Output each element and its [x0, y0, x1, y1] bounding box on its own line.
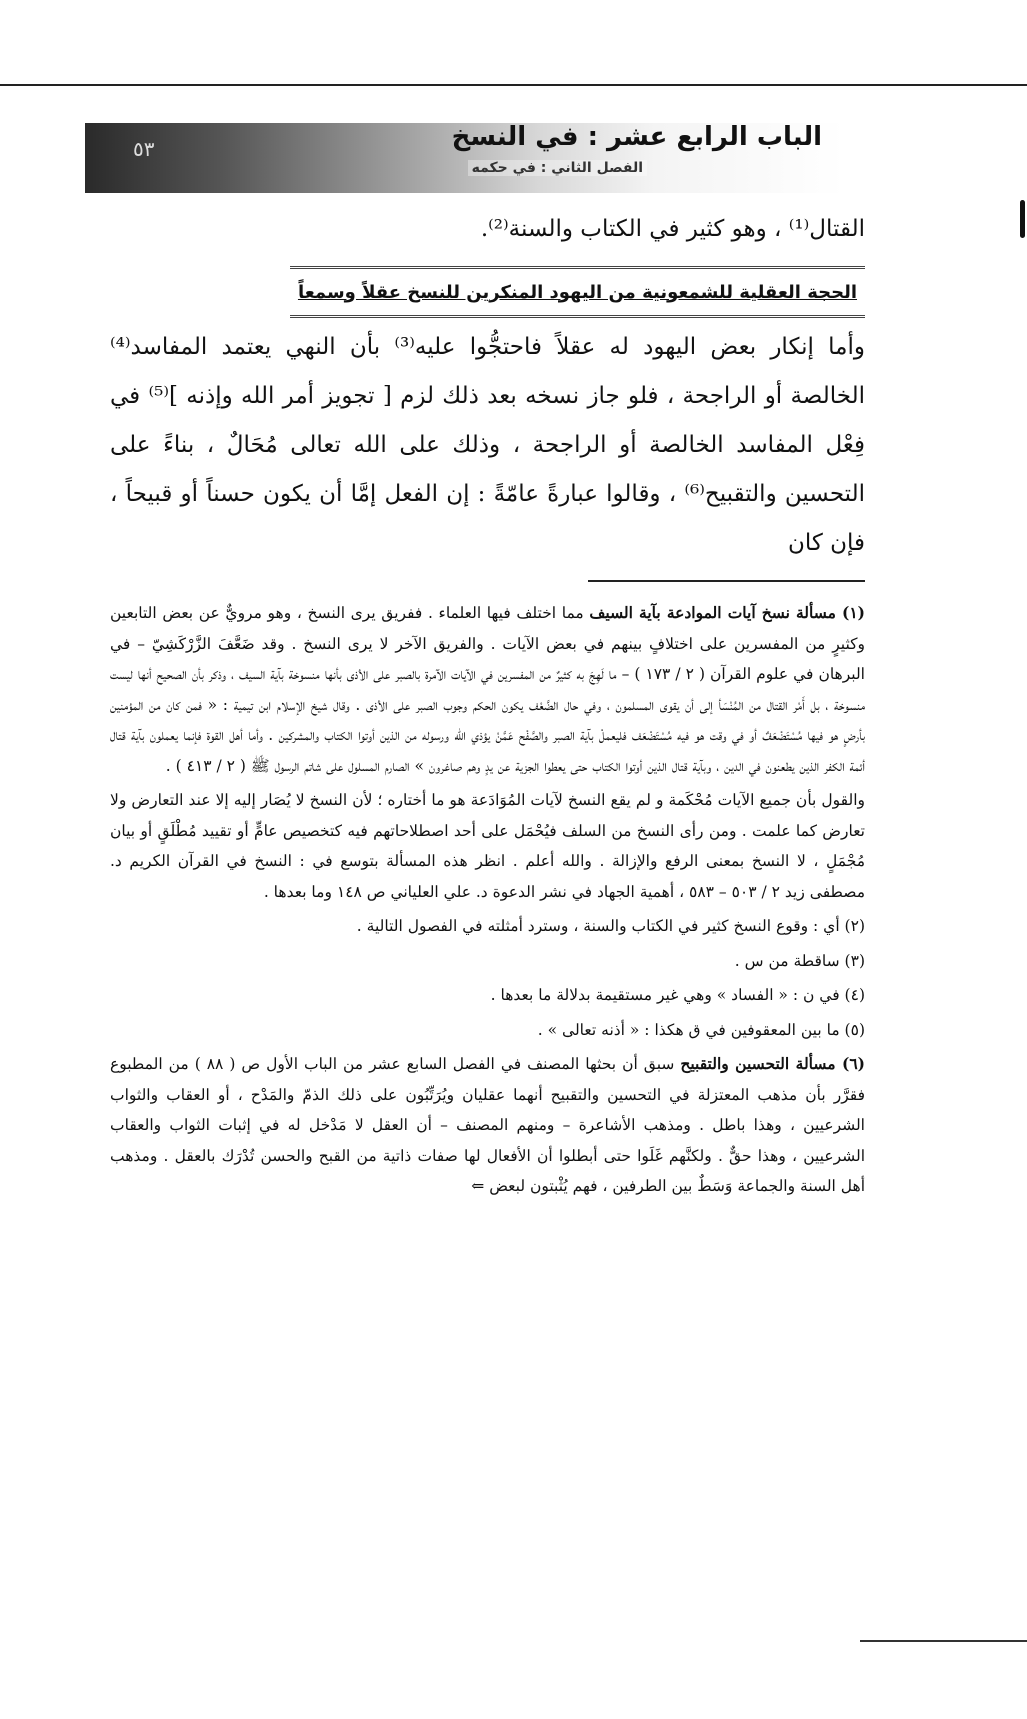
footnote-1-continued: والقول بأن جميع الآيات مُحْكَمة و لم يقع النسخ لآيات المُوَادَعة هو ما أختاره ؛ لأن النسخ لا يُصَار إليه إلا عند التعارض ولا تعارض كما علمت . ومن رأى النسخ من السلف فيُحْمَل على أحد اصطلاحاتهم فيه كتخصيص عامٍّ أو تقييد مُطْلَقٍ أو بيان مُجْمَلٍ ، لا النسخ بمعنى الرفع والإزالة . والله أعلم . انظر هذه المسألة بتوسع في : النسخ في القرآن الكريم د. مصطفى زيد ٢ / ٥٠٣ – ٥٨٣ ، أهمية الجهاد في نشر الدعوة د. علي العلياني ص ١٤٨ وما بعدها . [110, 791, 865, 901]
footnote-5: (٥) ما بين المعقوفين في ق هكذا : « أذنه تعالى » . [537, 1020, 865, 1039]
footnote-6-lead: (٦) مسألة التحسين والتقبيح [680, 1054, 865, 1073]
body-line-1: القتال⁽¹⁾ ، وهو كثير في الكتاب والسنة⁽²⁾. [480, 216, 865, 242]
page-number: ٥٣ [133, 137, 155, 161]
footnote-separator [588, 580, 865, 582]
footnote-3: (٣) ساقطة من س . [734, 951, 865, 970]
bottom-rule [860, 1640, 1027, 1642]
footnote-6 [110, 1049, 865, 1202]
footnote-6-text: سبق أن بحثها المصنف في الفصل السابع عشر من الباب الأول ص ( ٨٨ ) من المطبوع فقرَّر بأن مذهب المعتزلة في التحسين والتقبيح أنهما عقليان ويُرَتِّبُون على ذلك الذمّ والمَدْح ، أو العقاب والثواب الشرعيين ، وهذا باطل . ومذهب الأشاعرة – ومنهم المصنف – أن العقل لا مَدْخل له في إثبات الثواب والعقاب الشرعيين ، وهذا حقٌّ . ولكنَّهم غَلَوا حتى أبطلوا أن الأفعال لها صفات ذاتية من القبح والحسن تُدْرَك بالعقل . ومذهب أهل السنة والجماعة وَسَطٌ بين الطرفين ، فهم يُثْبتون لبعض ⇐ [110, 1055, 865, 1195]
sub-heading-box [290, 266, 865, 318]
footnote-2: (٢) أي : وقوع النسخ كثير في الكتاب والسنة ، وسترد أمثلته في الفصول التالية . [356, 917, 865, 935]
body-paragraph: وأما إنكار بعض اليهود له عقلاً فاحتجُّوا عليه⁽³⁾ بأن النهي يعتمد المفاسد⁽⁴⁾ الخالصة أو الراجحة ، فلو جاز نسخه بعد ذلك لزم [ تجويز أمر الله وإذنه ]⁽⁵⁾ في فِعْل المفاسد الخالصة أو الراجحة ، وذلك على الله تعالى مُحَالٌ ، بناءً على التحسين والتقبيح⁽⁶⁾ ، وقالوا عبارةً عامّةً : إن الفعل إمَّا أن يكون حسناً أو قبيحاً ، فإن كان [110, 334, 866, 556]
footnotes [110, 598, 865, 1202]
sub-heading: الحجة العقلية للشمعونية من اليهود المنكرين للنسخ عقلاً وسمعاً [297, 281, 858, 303]
footnote-1-text: مما اختلف فيها العلماء . ففريق يرى النسخ ، وهو مرويٌّ عن بعض التابعين وكثيرٍ من المفسرين على اختلافٍ بينهم في بعض الآيات . والفريق الآخر لا يرى النسخ . وقد ضَعَّفَ الزَّرْكَشِيّ – في البرهان في علوم القرآن ( ٢ / ١٧٣ ) – ما لَهِجَ به كثيرٌ من المفسرين في الآيات الآمرة بالصبر على الأذى بأنها منسوخة بآية السيف ، وذكر بأن الصحيح أنها ليست منسوخة ، بل أَمْر القتال من المُنْسَأ إلى أن يقوى المسلمون ، وفي حال الضَّعْف يكون الحكم وجوب الصبر على الأذى . وقال شيخ الإسلام ابن تيمية : « فمن كان من المؤمنين بأرضٍ هو فيها مُسْتَضْعَفٌ أو في وقت هو فيه مُسْتَضْعَف فليعملْ بآية الصبر والصَّفْح عَمَّنْ يؤذي الله ورسوله من الذين أوتوا الكتاب والمشركين . وأما أهل القوة فإنما يعملون بآية قتال أئمة الكفر الذين يطعنون في الدين ، وبآية قتال الذين أوتوا الكتاب حتى يعطوا الجزية عن يدٍ وهم صاغرون » الصارم المسلول على شاتم الرسول ﷺ ( ٢ / ٤١٣ ) . [110, 604, 865, 775]
chapter-title: الباب الرابع عشر : في النسخ [451, 122, 822, 152]
footnote-4: (٤) في ن : « الفساد » وهي غير مستقيمة بدلالة ما بعدها . [490, 986, 865, 1004]
section-subtitle: الفصل الثاني : في حكمه [468, 160, 647, 176]
top-rule [0, 84, 1027, 86]
footnote-1 [110, 598, 865, 781]
page-edge-mark [1020, 200, 1025, 238]
footnote-1-lead: (١) مسألة نسخ آيات الموادعة بآية السيف [589, 603, 865, 622]
